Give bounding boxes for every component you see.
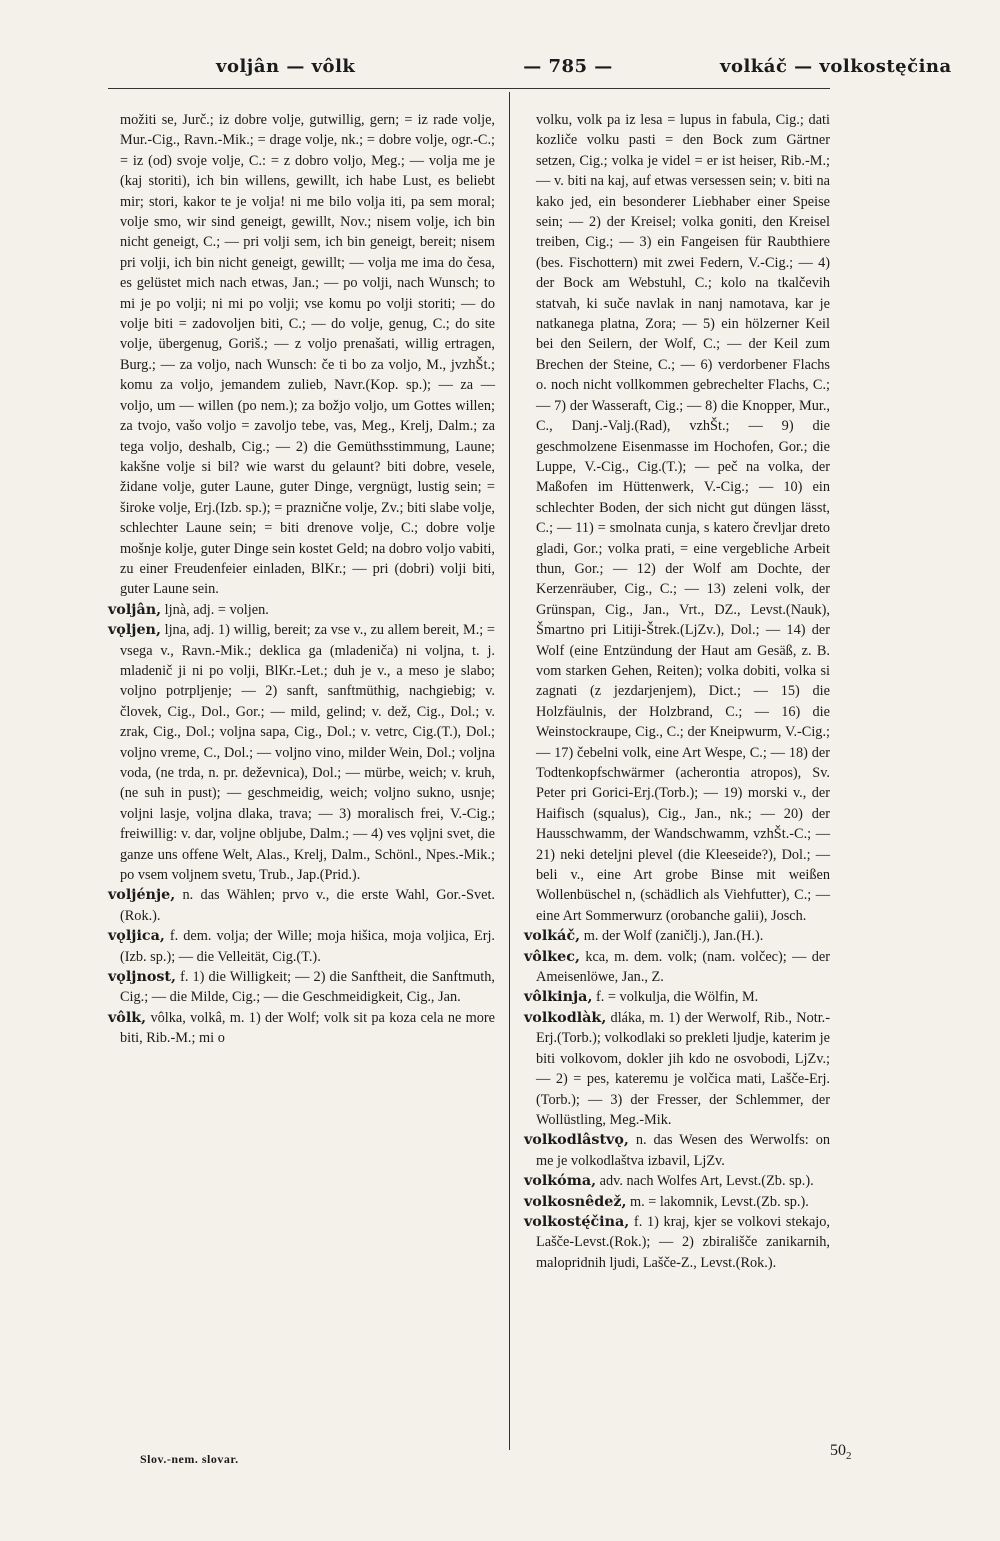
dictionary-entry	[108, 1008, 495, 1049]
entry-text: m. der Wolf (zaničlj.), Jan.(H.).	[580, 928, 764, 945]
headword: vǫljica,	[108, 928, 165, 945]
dictionary-entry	[524, 1212, 830, 1273]
entry-text: f. = volkulja, die Wölfin, M.	[592, 989, 759, 1006]
entry-continuation: možiti se, Jurč.; iz dobre volje, gutwillig, gern; = iz rade volje, Mur.-Cig., Ravn.-Mik.; = drage volje, nk.; = dobre volje, ogr.-C.; = iz (od) svoje volje, C.: = z dobro voljo, Meg.; — volja me je (kaj storiti), ich bin willens, gewillt, ich habe Lust, es beliebt mir; stori, kakor te je volja! ni me bilo volja iti, pa sem moral; volje smo, wir sind geneigt, gewillt, Nov.; nisem volje, ich bin nicht geneigt, C.; — pri volji sem, ich bin geneigt, bereit; nisem pri volji, ich bin nicht geneigt, gewillt; — volja me ima do česa, es gelüstet mich nach etwas, Jan.; — po volji, nach Wunsch; to mi je po volji; ni mi po volji; vse komu po volji storiti; — do volje biti = zadovoljen biti, C.; — do volje, genug, C.; do site volje, übergenug, Goriš.; — z voljo prenašati, willig ertragen, Burg.; — za voljo, nach Wunsch: če ti bo za voljo, M., jvzhŠt.; komu za voljo, jemandem zulieb, Navr.(Kop. sp.); — za — voljo, um — willen (po nem.); za božjo voljo, um Gottes willen; za tvojo, vašo voljo = zavoljo tebe, vas, Meg., Krelj, Dalm.; za tega voljo, deshalb, Cig.; — 2) die Gemüthsstimmung, Laune; kakšne volje si bil? wie warst du gelaunt? biti dobre, vesele, židane volje, guter Laune, guter Dinge, vergnügt, lustig sein; = široke volje, Erj.(Izb. sp.); = prazničnе volje, Zv.; biti slabe volje, schlechter Laune sein; = biti drenove volje, C.; dobre volje mošnje kolje, guter Dinge sein kostet Geld; na dobro voljo vabiti, zu einer Freudenfeier einladen, BlKr.; — pri (dobri) volji biti, guter Laune sein.	[120, 112, 495, 598]
entry-text: f. 1) die Willigkeit; — 2) die Sanftheit, die Sanftmuth, Cig.; — die Milde, Cig.; — die Geschmeidigkeit, Cig., Jan.	[120, 969, 495, 1006]
entry-continuation: volku, volk pa iz lesa = lupus in fabula, Cig.; dati kozliče volku pasti = den Bock zum Gärtner setzen, Cig.; volka je videl = er ist heiser, Rib.-M.; — v. biti na kaj, auf etwas versessen sein; v. biti na kako jed, ein besonderer Liebhaber einer Speise sein; — 2) der Kreisel; volka goniti, den Kreisel treiben, Cig.; — 3) ein Fangeisen für Raubthiere (bes. Fischottern) mit zwei Federn, V.-Cig.; — 4) der Bock am Webstuhl, C.; kolo na tkalčevih statvah, ki suče navlak in nanj namotava, kar je natkanega platna, Zora; — 5) ein hölzerner Keil bei den Seilern, der Wolf, C.; — der Keil zum Brechen der Steine, C.; — 6) verdorbener Flachs o. noch nicht vollkommen gebrechelter Flachs, C.; — 7) der Wasseraft, Cig.; — 8) die Knopper, Mur., C., Danj.-Valj.(Rad), vzhŠt.; — 9) die geschmolzene Eisenmasse im Hochofen, Gor.; die Luppe, V.-Cig., Cig.(T.); — peč na volka, der Maßofen im Hüttenwerk, V.-Cig.; — 10) ein schlechter Boden, der sich nicht gut düngen lässt, C.; — 11) = smolnata cunja, s katero črevljar dreto gladi, Gor.; volka prati, = eine vergebliche Arbeit thun, Gor.; — 12) der Wolf am Dochte, der Kerzenräuber, Cig., C.; — 13) zeleni volk, der Grünspan, Cig., Jan., Vrt., DZ., Levst.(Nauk), Šmartno pri Litiji-Štrek.(LjZv.), Dol.; — 14) der Wolf (eine Entzündung der Haut am Gesäß, z. B. vom starken Gehen, Reiten); volka dobiti, volka si zagnati (z jezdarjenjem), Dict.; — 15) die Holzfäulnis, der Holzbrand, C.; — 16) die Weinstockraupe, Cig., C.; der Kneipwurm, V.-Cig.; — 17) čebelni volk, eine Art Wespe, C.; — 18) der Todtenkopfschwärmer (acherontia atropos), Sv. Peter pri Gorici-Erj.(Torb.); — 19) morski v., der Haifisch (squalus), Cig., Jan., nk.; — 20) der Hausschwamm, der Wandschwamm, vzhŠt.-C.; — 21) neki deteljni plevel (die Kleeseide?), Dol.; — beli v., eine Art grobe Binse mit weißen Wollenbüschel n, (schädlich als Viehfutter), C.; — eine Art Sommerwurz (orobanche galii), Josch.	[536, 112, 830, 924]
right-column	[524, 110, 830, 1273]
left-entries	[108, 600, 495, 1049]
header-left: voljân — vôlk	[216, 56, 356, 77]
entry-text: n. das Wesen des Werwolfs: on me je volkodlaštva izbavil, LjZv.	[536, 1132, 830, 1169]
entry-text: m. = lakomnik, Levst.(Zb. sp.).	[626, 1193, 809, 1210]
dictionary-entry	[108, 967, 495, 1008]
entry-text: adv. nach Wolfes Art, Levst.(Zb. sp.).	[596, 1173, 814, 1190]
headword: vǫljen,	[108, 622, 161, 639]
dictionary-entry	[524, 1192, 830, 1212]
dictionary-entry	[524, 926, 830, 946]
entry-text: dláka, m. 1) der Werwolf, Rib., Notr.-Erj.(Torb.); volkodlaki so prekleti ljudje, katerim je biti volkovom, dokler jih kdo ne osvobodi, LjZv.; — 2) = pes, kateremu je volčica mati, Lašče-Erj.(Torb.); — 3) der Fresser, der Schlemmer, der Wollüstling, Meg.-Mik.	[536, 1009, 830, 1128]
dictionary-entry	[524, 1171, 830, 1191]
page-number: — 785 —	[523, 56, 613, 77]
dictionary-entry	[524, 947, 830, 988]
right-entries	[524, 926, 830, 1273]
headword: voljân,	[108, 601, 162, 618]
entry-text: kca, m. dem. volk; (nam. volčec); — der Ameisenlöwe, Jan., Z.	[536, 948, 830, 986]
running-header	[108, 50, 952, 86]
headword: volkóma,	[524, 1173, 597, 1190]
entry-text: n. das Wählen; prvo v., die erste Wahl, Gor.-Svet.(Rok.).	[120, 887, 495, 924]
signature-number: 50	[830, 1442, 846, 1459]
header-rule	[108, 88, 830, 89]
headword: vôlkinja,	[524, 989, 593, 1006]
headword: volkodlâstvǫ,	[524, 1132, 629, 1149]
left-column	[108, 110, 495, 1049]
signature-sub: 2	[846, 1450, 852, 1463]
entry-text: f. 1) kraj, kjer se volkovi stekajo, Lašče-Levst.(Rok.); — 2) zbirališče zanikarnih, malopridnih ljudi, Lašče-Z., Levst.(Rok.).	[536, 1213, 830, 1271]
dictionary-entry	[524, 1008, 830, 1130]
headword: vǫljnost,	[108, 969, 177, 986]
dictionary-entry	[108, 620, 495, 885]
headword: volkosnêdež,	[524, 1193, 627, 1210]
dictionary-entry	[108, 926, 495, 967]
headword: vôlk,	[108, 1009, 147, 1026]
headword: vôlkec,	[524, 948, 580, 965]
dictionary-entry	[524, 987, 830, 1007]
headword: volkostę́čina,	[524, 1213, 630, 1230]
headword: volkodlàk,	[524, 1009, 607, 1026]
entry-text: ljna, adj. 1) willig, bereit; za vse v., zu allem bereit, M.; = vsega v., Ravn.-Mik.; deklica ga (mladeniča) ni voljna, t. j. mladenič ji ni po volji, BlKr.-Let.; duh je v., a meso je slabo; voljno potrpljenje; — 2) sanft, sanftmüthig, nachgiebig; v. človek, Cig., Dol., Gor.; — mild, gelind; v. dež, Cig., Dol.; v. zrak, Cig., Dol.; voljna sapa, Cig., Dol.; v. vetrc, Cig.(T.), Dol.; voljno vreme, C., Dol.; — voljno vino, milder Wein, Dol.; voljna voda, (ne trda, n. pr. deževnica), Dol.; — mürbe, weich; v. kruh, (ne suh in pust); — geschmeidig, weich; voljno sukno, usnje; voljni lasje, voljna dlaka, trava; — 3) moralisch frei, V.-Cig.; freiwillig: v. dar, voljne obljube, Dalm.; — 4) ves vǫljni svet, die ganze uns offene Welt, Alas., Krelj, Dalm., Schönl., Npes.-Mik.; po vsem voljnem svetu, Trub., Jap.(Prid.).	[120, 622, 495, 884]
headword: voljénje,	[108, 887, 176, 904]
entry-text: ljnà, adj. = voljen.	[161, 601, 269, 618]
header-right: volkáč — volkostęčina	[720, 56, 952, 77]
entry-text: vôlka, volkâ, m. 1) der Wolf; volk sit pa koza cela ne more biti, Rib.-M.; mi o	[120, 1009, 495, 1047]
dictionary-entry	[108, 885, 495, 926]
column-divider	[509, 92, 510, 1450]
footer-title: Slov.-nem. slovar.	[140, 1452, 239, 1466]
signature-mark	[830, 1442, 852, 1462]
dictionary-entry	[108, 600, 495, 620]
dictionary-entry	[524, 1130, 830, 1171]
entry-text: f. dem. volja; der Wille; moja hišica, moja voljica, Erj.(Izb. sp.); — die Velleität, Cig.(T.).	[120, 928, 495, 965]
headword: volkáč,	[524, 928, 581, 945]
